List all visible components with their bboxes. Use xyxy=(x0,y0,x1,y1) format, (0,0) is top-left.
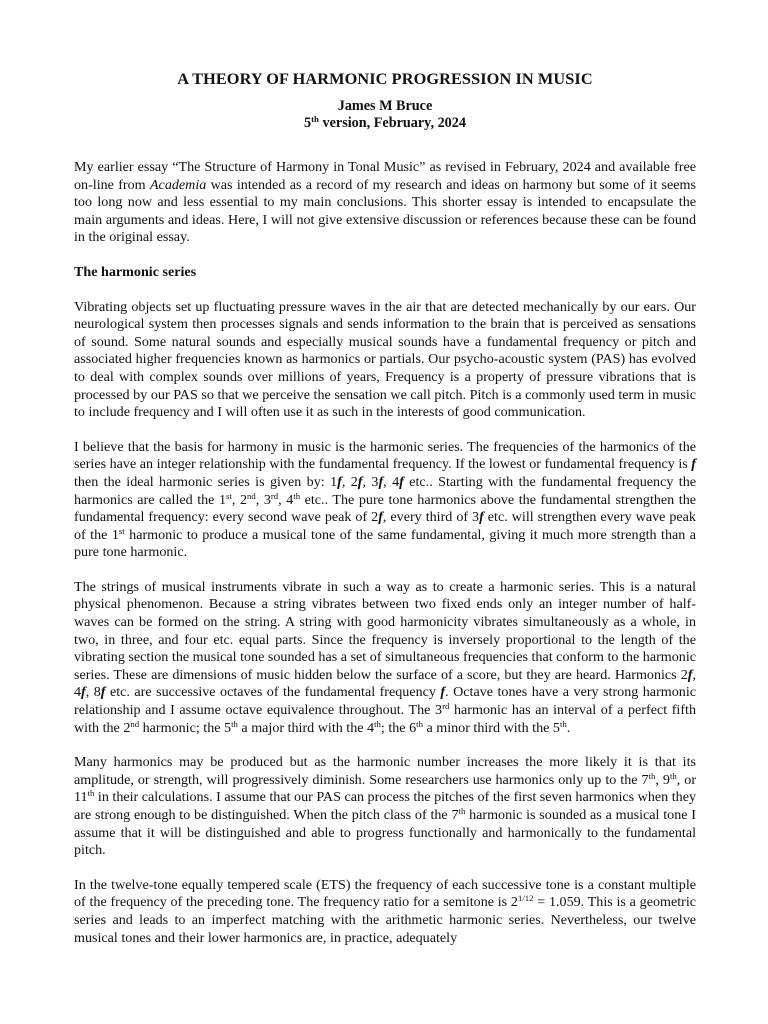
document-page xyxy=(74,68,696,947)
intro-text-2: was intended as a record of my research and ideas on harmony but some of it seems too long now and less essential to my main conclusions. This shorter essay is intended to encapsulate the main arguments and ideas. Here, I will not give extensive discussion or references because these can be found in the original essay. xyxy=(74,176,696,246)
paragraph-strings: The strings of musical instruments vibrate in such a way as to create a harmonic series. This is a natural physical phenomenon. Because a string vibrates between two fixed ends only an integer number of half-waves can be formed on the string. A string with good harmonicity vibrates simultaneously as a whole, in two, in three, and four etc. equal parts. Since the frequency is inversely proportional to the length of the vibrating section the musical tone sounded has a set of simultaneous frequencies that conform to the harmonic series. These are dimensions of music hidden below the surface of a score, but they are heard. Harmonics 2f, 4f, 8f etc. are successive octaves of the fundamental frequency f. Octave tones have a very strong harmonic relationship and I assume octave equivalence throughout. The 3rd harmonic has an interval of a perfect fifth with the 2nd harmonic; the 5th a major third with the 4th; the 6th a minor third with the 5th. xyxy=(74,578,696,736)
academia-reference: Academia xyxy=(149,176,207,193)
paragraph-vibrating-objects: Vibrating objects set up fluctuating pressure waves in the air that are detected mechanically by our ears. Our neurological system then processes signals and sends information to the brain that is perceived as sensations of sound. Some natural sounds and especially musical sounds have a fundamental frequency or pitch and associated higher frequencies known as harmonics or partials. Our psycho-acoustic system (PAS) has evolved to deal with complex sounds over millions of years, Frequency is a property of pressure vibrations that is processed by our PAS so that we perceive the sensation we call pitch. Pitch is a commonly used term in music to include frequency and I will often use it as such in the interests of good communication. xyxy=(74,298,696,421)
paragraph-tempered-scale: In the twelve-tone equally tempered scale (ETS) the frequency of each successive tone is a constant multiple of the frequency of the preceding tone. The frequency ratio for a semitone is $2^{1/12} = 1.059$. This is a geometric series and leads to an imperfect matching with the arithmetic harmonic series. Nevertheless, our twelve musical tones and their lower harmonics are, in practice, adequately xyxy=(74,876,696,946)
version-number: 5 xyxy=(304,115,312,131)
paragraph-harmonic-basis: I believe that the basis for harmony in music is the harmonic series. The frequencies of the harmonics of the series have an integer relationship with the fundamental frequency. If the lowest or fundamental frequency is f then the ideal harmonic series is given by: 1f, 2f, 3f, 4f etc.. Starting with the fundamental frequency the harmonics are called the 1st, 2nd, 3rd, 4th etc.. The pure tone harmonics above the fundamental strengthen the fundamental frequency: every second wave peak of 2f, every third of 3f etc. will strengthen every wave peak of the 1st harmonic to produce a musical tone of the same fundamental, giving it much more strength than a pure tone harmonic. xyxy=(74,438,696,561)
paragraph-many-harmonics: Many harmonics may be produced but as the harmonic number increases the more likely it is that its amplitude, or strength, will progressively diminish. Some researchers use harmonics only up to the 7th, 9th, or 11th in their calculations. I assume that our PAS can process the pitches of the first seven harmonics when they are strong enough to be distinguished. When the pitch class of the 7th harmonic is sounded as a musical tone I assume that it will be distinguished and able to progress functionally and harmonically to the fundamental pitch. xyxy=(74,754,697,859)
intro-text-1: My earlier essay “The Structure of Harmony in Tonal Music” as revised in February, 2024 and available free on-line from xyxy=(74,159,696,193)
version-line xyxy=(74,115,696,132)
intro-paragraph xyxy=(74,159,696,247)
version-text: version, February, 2024 xyxy=(318,115,466,131)
section-heading: The harmonic series xyxy=(74,263,197,280)
author-name: James M Bruce xyxy=(337,98,433,114)
document-title: A THEORY OF HARMONIC PROGRESSION IN MUSIC xyxy=(177,69,593,88)
version-ordinal: th xyxy=(311,114,319,125)
